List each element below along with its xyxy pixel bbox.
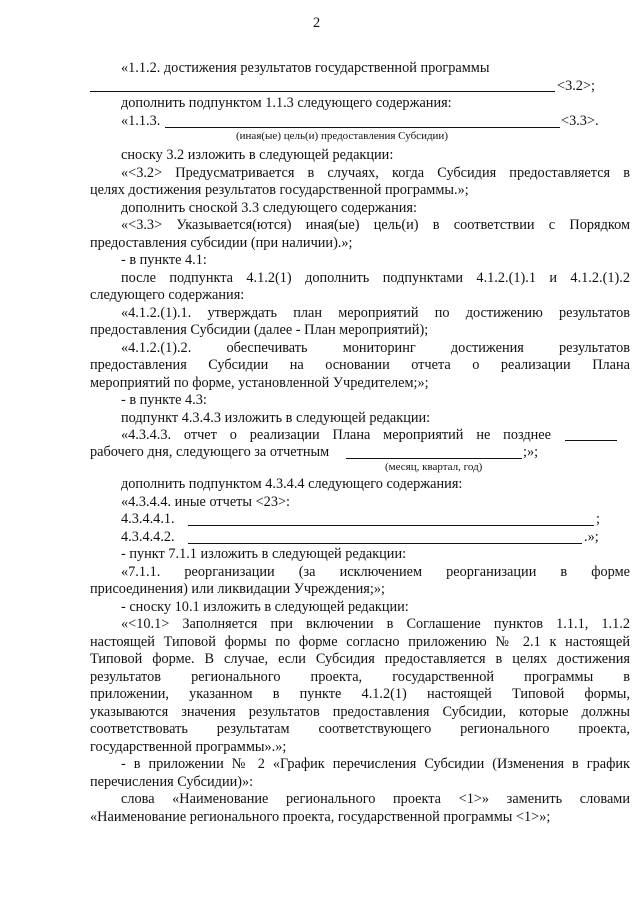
text-line: соответствовать результатам соответствующего регионального проекта, (90, 721, 630, 737)
fill-blank (346, 458, 522, 459)
text-line: - в приложении № 2 «График перечисления Субсидии (Изменения в график (121, 756, 630, 772)
text-line: «4.3.4.4. иные отчеты <23>: (121, 494, 291, 510)
text-line: «<10.1> Заполняется при включении в Соглашение пунктов 1.1.1, 1.1.2 (121, 616, 630, 632)
text-line: ; (596, 511, 600, 527)
text-line: подпункт 4.3.4.3 изложить в следующей редакции: (121, 410, 431, 426)
fill-blank (565, 440, 617, 441)
text-line: приложении, указанном в пункте 4.1.2(1) настоящей Типовой формы, (90, 686, 630, 702)
text-line: - пункт 7.1.1 изложить в следующей редакции: (121, 546, 407, 562)
text-line: Типовой форме. В случае, если Субсидия предоставляется в целях достижения (90, 651, 630, 667)
text-line: дополнить подпунктом 4.3.4.4 следующего содержания: (121, 476, 463, 492)
text-line: сноску 3.2 изложить в следующей редакции: (121, 147, 394, 163)
text-line: «1.1.2. достижения результатов государственной программы (121, 60, 490, 76)
text-line: после подпункта 4.1.2(1) дополнить подпунктами 4.1.2.(1).1 и 4.1.2.(1).2 (121, 270, 630, 286)
text-line: дополнить подпунктом 1.1.3 следующего содержания: (121, 95, 452, 111)
page-number: 2 (313, 15, 321, 31)
text-line: указываются значения результатов предоставления Субсидии, которые должны (90, 704, 630, 720)
field-caption: (иная(ые) цель(и) предоставления Субсидии) (236, 130, 448, 142)
text-line: «4.3.4.3. отчет о реализации Плана мероприятий не позднее (121, 427, 551, 443)
fill-blank (165, 127, 560, 128)
fill-blank (188, 543, 582, 544)
text-line: .»; (584, 529, 599, 545)
text-line: «4.1.2.(1).1. утверждать план мероприятий по достижению результатов (121, 305, 630, 321)
text-line: предоставления Субсидии (далее - План мероприятий); (90, 322, 429, 338)
fill-blank (188, 525, 594, 526)
text-line: «<3.3> Указывается(ются) иная(ые) цель(и) в соответствии с Порядком (121, 217, 630, 233)
text-line: мероприятий по форме, установленной Учредителем;»; (90, 375, 429, 391)
field-caption: (месяц, квартал, год) (385, 461, 483, 473)
text-line: предоставления Субсидии на основании отчета о реализации Плана (90, 357, 630, 373)
fill-blank (90, 91, 555, 92)
text-line: настоящей Типовой формы по форме согласно приложению № 2.1 к настоящей (90, 634, 630, 650)
text-line: результатов регионального проекта, государственной программы в (90, 669, 630, 685)
text-line: перечисления Субсидии)»: (90, 774, 254, 790)
text-line: предоставления субсидии (при наличии).»; (90, 235, 353, 251)
text-line: дополнить сноской 3.3 следующего содержания: (121, 200, 417, 216)
text-line: - в пункте 4.3: (121, 392, 207, 408)
text-line: целях достижения результатов государственной программы.»; (90, 182, 469, 198)
text-line: «7.1.1. реорганизации (за исключением реорганизации в форме (121, 564, 630, 580)
footnote-ref: <3.3>. (561, 113, 599, 129)
text-line: «<3.2> Предусматривается в случаях, когда Субсидия предоставляется в (121, 165, 630, 181)
text-line: - в пункте 4.1: (121, 252, 207, 268)
text-line: 4.3.4.4.1. (121, 511, 175, 527)
text-line: слова «Наименование регионального проекта <1>» заменить словами (121, 791, 630, 807)
text-line: государственной программы».»; (90, 739, 287, 755)
text-line: «4.1.2.(1).2. обеспечивать мониторинг достижения результатов (121, 340, 630, 356)
text-line: «1.1.3. (121, 113, 161, 129)
text-line: присоединения) или ликвидации Учреждения;»; (90, 581, 385, 597)
text-line: - сноску 10.1 изложить в следующей редакции: (121, 599, 409, 615)
text-line: «Наименование регионального проекта, государственной программы <1>»; (90, 809, 551, 825)
text-line: ;»; (523, 444, 539, 460)
footnote-ref: <3.2>; (557, 78, 595, 94)
text-line: следующего содержания: (90, 287, 245, 303)
text-line: 4.3.4.4.2. (121, 529, 175, 545)
text-line: рабочего дня, следующего за отчетным (90, 444, 330, 460)
